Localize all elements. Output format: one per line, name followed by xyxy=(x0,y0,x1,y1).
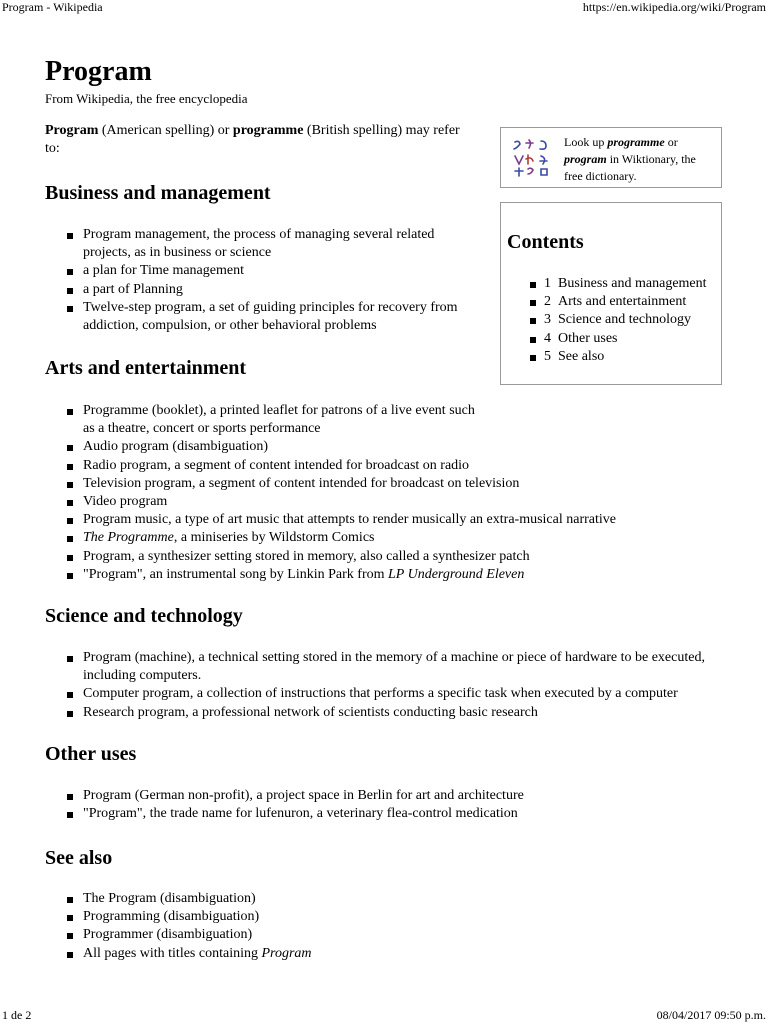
list-item[interactable]: The Programme, a miniseries by Wildstorm Comics xyxy=(67,529,707,547)
table-of-contents xyxy=(500,202,722,385)
print-footer-timestamp: 08/04/2017 09:50 p.m. xyxy=(656,1008,766,1022)
list-item[interactable]: Television program, a segment of content intended for broadcast on television xyxy=(67,475,707,493)
list-item[interactable]: The Program (disambiguation) xyxy=(67,890,707,908)
wiktionary-box xyxy=(500,127,722,188)
heading-arts-and-entertainment: Arts and entertainment xyxy=(45,357,247,379)
page-subtitle: From Wikipedia, the free encyclopedia xyxy=(45,91,248,106)
list-item[interactable]: "Program", the trade name for lufenuron, a veterinary flea-control medication xyxy=(67,805,707,823)
list-item[interactable]: All pages with titles containing Program xyxy=(67,945,707,963)
science-list xyxy=(67,649,747,722)
intro-text-1: (American spelling) or xyxy=(98,123,233,138)
list-item[interactable]: "Program", an instrumental song by Linkin Park from LP Underground Eleven xyxy=(67,566,707,584)
see-also-list xyxy=(67,890,707,963)
arts-list xyxy=(67,402,707,584)
list-item[interactable]: Audio program (disambiguation) xyxy=(67,438,707,456)
heading-other-uses: Other uses xyxy=(45,743,137,765)
list-item[interactable]: Research program, a professional network of scientists conducting basic research xyxy=(67,704,747,722)
intro-text-2: (British spelling) may refer to: xyxy=(45,123,460,156)
print-footer-page-count: 1 de 2 xyxy=(2,1008,32,1022)
list-item[interactable]: Programme (booklet), a printed leaflet for patrons of a live event such as a theatre, concert or sports performance xyxy=(67,402,483,438)
toc-list xyxy=(530,275,707,366)
toc-title: Contents xyxy=(507,231,584,253)
other-uses-list xyxy=(67,787,707,823)
wiktionary-text: Look up programme or program in Wiktionary, the free dictionary. xyxy=(564,135,696,183)
heading-see-also: See also xyxy=(45,847,113,869)
toc-item-seealso[interactable]: 5 See also xyxy=(530,348,707,366)
list-item[interactable]: Program music, a type of art music that attempts to render musically an extra-musical narrative xyxy=(67,511,707,529)
list-item[interactable]: Program, a synthesizer setting stored in memory, also called a synthesizer patch xyxy=(67,548,707,566)
heading-business-and-management: Business and management xyxy=(45,182,271,204)
intro-term-program: Program xyxy=(45,123,99,138)
list-item[interactable]: Computer program, a collection of instructions that performs a specific task when executed by a computer xyxy=(67,685,747,703)
list-item[interactable]: Programmer (disambiguation) xyxy=(67,926,707,944)
heading-science-and-technology: Science and technology xyxy=(45,605,243,627)
toc-item-business[interactable]: 1 Business and management xyxy=(530,275,707,293)
list-item[interactable]: Radio program, a segment of content intended for broadcast on radio xyxy=(67,457,707,475)
toc-item-arts[interactable]: 2 Arts and entertainment xyxy=(530,293,707,311)
wiktionary-link-programme[interactable]: programme xyxy=(607,135,665,149)
wiktionary-link-program[interactable]: program xyxy=(564,152,607,166)
list-item[interactable]: Twelve-step program, a set of guiding principles for recovery from addiction, compulsion, or other behavioral problems xyxy=(67,299,477,335)
toc-item-other[interactable]: 4 Other uses xyxy=(530,330,707,348)
list-item[interactable]: a plan for Time management xyxy=(67,262,477,280)
list-item[interactable]: Programming (disambiguation) xyxy=(67,908,707,926)
list-item[interactable]: Program management, the process of managing several related projects, as in business or science xyxy=(67,226,477,262)
list-item[interactable]: Program (German non-profit), a project space in Berlin for art and architecture xyxy=(67,787,707,805)
list-item[interactable]: Program (machine), a technical setting stored in the memory of a machine or piece of hardware to be executed, including computers. xyxy=(67,649,713,685)
intro-term-programme: programme xyxy=(232,123,304,138)
list-item[interactable]: a part of Planning xyxy=(67,281,477,299)
business-list xyxy=(67,226,477,335)
print-header-page-title: Program - Wikipedia xyxy=(2,0,103,14)
page-title: Program xyxy=(45,56,152,87)
print-header-url: https://en.wikipedia.org/wiki/Program xyxy=(582,0,766,14)
intro-paragraph xyxy=(45,122,475,158)
toc-item-science[interactable]: 3 Science and technology xyxy=(530,311,707,329)
list-item[interactable]: Video program xyxy=(67,493,707,511)
wiktionary-logo-icon xyxy=(511,136,555,180)
